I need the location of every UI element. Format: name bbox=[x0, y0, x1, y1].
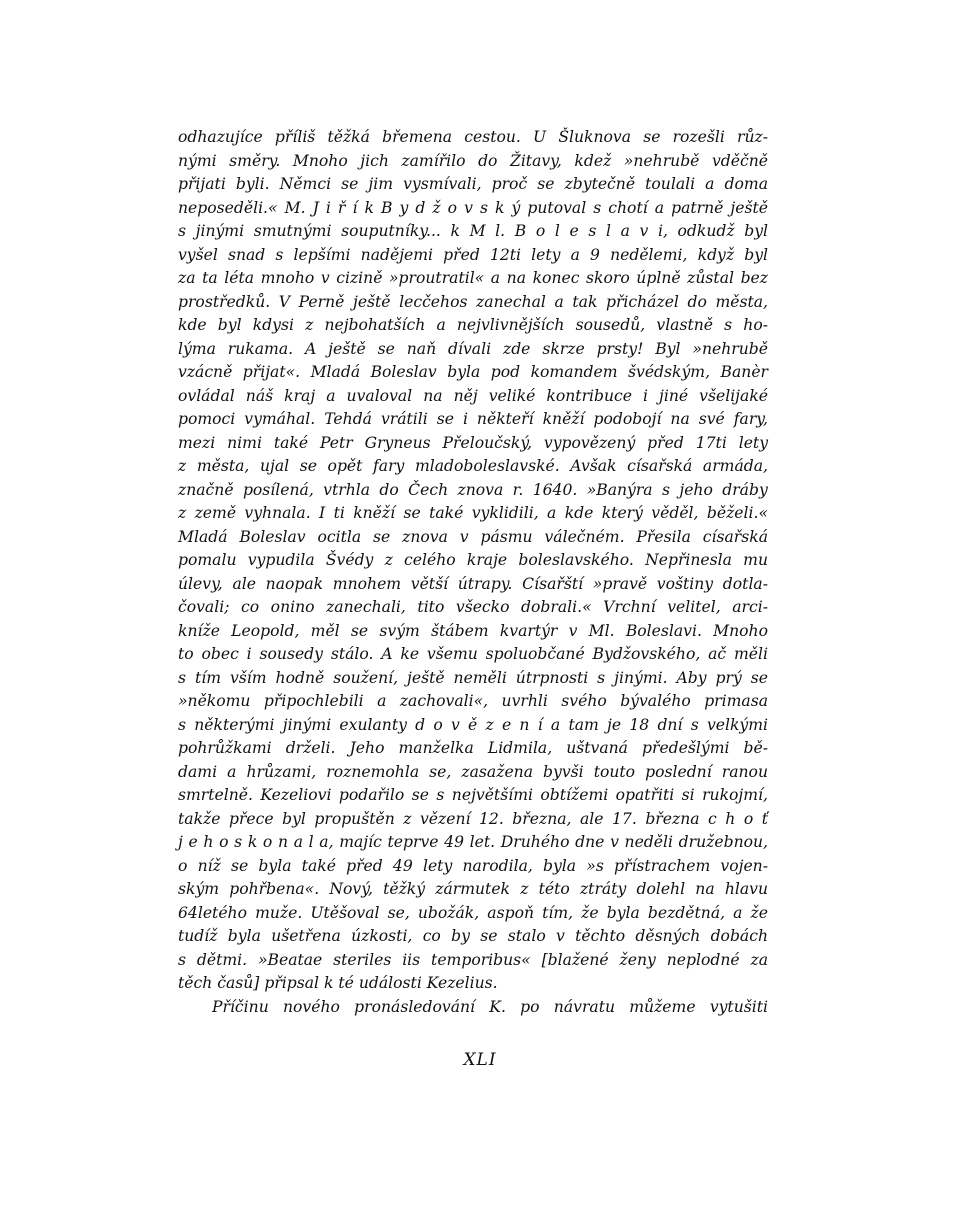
text-line: o níž se byla také před 49 lety narodila, byla »s přístrachem vojen- bbox=[178, 856, 768, 875]
text-line: vzácně přijat«. Mladá Boleslav byla pod komandem švédským, Banèr bbox=[178, 363, 768, 381]
text-line: smrtelně. Kezeliovi podařilo se s největšími obtížemi opatřiti si rukojmí, bbox=[178, 786, 768, 804]
text-line: úlevy, ale naopak mnohem větší útrapy. Císařští »pravě voštiny dotla- bbox=[178, 574, 768, 593]
text-line: dami a hrůzami, roznemohla se, zasažena byvši touto poslední ranou bbox=[178, 762, 768, 781]
text-line: ovládal náš kraj a uvaloval na něj veliké kontribuce i jiné všelijaké bbox=[178, 386, 768, 405]
text-line: prostředků. V Perně ještě lecčehos zanechal a tak přicházel do města, bbox=[178, 292, 768, 311]
text-line: s dětmi. »Beatae steriles iis temporibus« [blažené ženy neplodné za bbox=[178, 950, 768, 969]
body-text bbox=[178, 126, 768, 1019]
text-line: pohrůžkami drželi. Jeho manželka Lidmila, uštvaná předešlými bě- bbox=[178, 739, 768, 757]
text-line: 64letého muže. Utěšoval se, ubožák, aspoň tím, že byla bezdětná, a že bbox=[178, 903, 768, 922]
text-line: vyšel snad s lepšími nadějemi před 12ti lety a 9 nedělemi, když byl bbox=[178, 245, 768, 264]
text-line: kníže Leopold, měl se svým štábem kvartýr v Ml. Boleslavi. Mnoho bbox=[178, 621, 768, 640]
text-line: s tím vším hodně soužení, ještě neměli útrpnosti s jinými. Aby prý se bbox=[178, 668, 768, 687]
text-line: z země vyhnala. I ti kněží se také vyklidili, a kde který věděl, běželi.« bbox=[178, 504, 768, 522]
text-line: přijati byli. Němci se jim vysmívali, proč se zbytečně toulali a doma bbox=[178, 175, 768, 193]
paragraph-end-line: těch časů] připsal k té události Kezelius. bbox=[178, 974, 498, 992]
text-line: čovali; co onino zanechali, tito všecko dobrali.« Vrchní velitel, arci- bbox=[178, 598, 768, 616]
text-line: z města, ujal se opět fary mladoboleslavské. Avšak císařská armáda, bbox=[178, 457, 768, 475]
text-line: za ta léta mnoho v cizině »proutratil« a na konec skoro úplně zůstal bez bbox=[178, 269, 768, 287]
page-number: XLI bbox=[463, 1050, 497, 1070]
text-line: nými směry. Mnoho jich zamířilo do Žitavy, kdež »nehrubě vděčně bbox=[178, 151, 768, 170]
text-line: lýma rukama. A ještě se naň dívali zde skrze prsty! Byl »nehrubě bbox=[178, 339, 768, 358]
text-line: takže přece byl propuštěn z vězení 12. března, ale 17. března c h o ť bbox=[178, 809, 768, 828]
text-line: pomalu vypudila Švédy z celého kraje boleslavského. Nepřinesla mu bbox=[178, 551, 768, 569]
text-line: kde byl kdysi z nejbohatších a nejvlivnějších sousedů, vlastně s ho- bbox=[178, 316, 768, 334]
text-line: s jinými smutnými souputníky... k M l. B o l e s l a v i, odkudž byl bbox=[178, 222, 768, 240]
text-line: mezi nimi také Petr Gryneus Přeloučský, vypovězený před 17ti lety bbox=[178, 433, 768, 452]
text-line: s některými jinými exulanty d o v ě z e n í a tam je 18 dní s velkými bbox=[178, 715, 768, 734]
text-line: Mladá Boleslav ocitla se znova v pásmu válečném. Přesila císařská bbox=[178, 527, 768, 546]
text-line: tudíž byla ušetřena úzkosti, co by se stalo v těchto děsných dobách bbox=[178, 927, 768, 945]
text-line: j e h o s k o n a l a, majíc teprve 49 let. Druhého dne v neděli družebnou, bbox=[178, 833, 768, 851]
text-line: »někomu připochlebili a zachovali«, uvrhli svého bývalého primasa bbox=[178, 692, 768, 710]
text-line: značně posílená, vtrhla do Čech znova r. 1640. »Banýra s jeho drábу bbox=[178, 480, 768, 499]
text-line: odhazujíce příliš těžká břemena cestou. U Šluknova se rozešli růz- bbox=[178, 128, 768, 146]
text-line: pomoci vymáhal. Tehdá vrátili se i někteří kněží podobojí na své fary, bbox=[178, 410, 768, 428]
text-line: ským pohřbena«. Nový, těžký zármutek z této ztráty dolehl na hlavu bbox=[178, 880, 768, 898]
paragraph-start-line: Příčinu nového pronásledování K. po návratu můžeme vytušiti bbox=[212, 997, 768, 1016]
text-line: to obec i sousedy stálo. A ke všemu spoluobčané Bydžovského, ač měli bbox=[178, 645, 768, 663]
text-line: neposeděli.« M. J i ř í k B y d ž o v s k ý putoval s chotí a patrně ještě bbox=[178, 198, 768, 217]
